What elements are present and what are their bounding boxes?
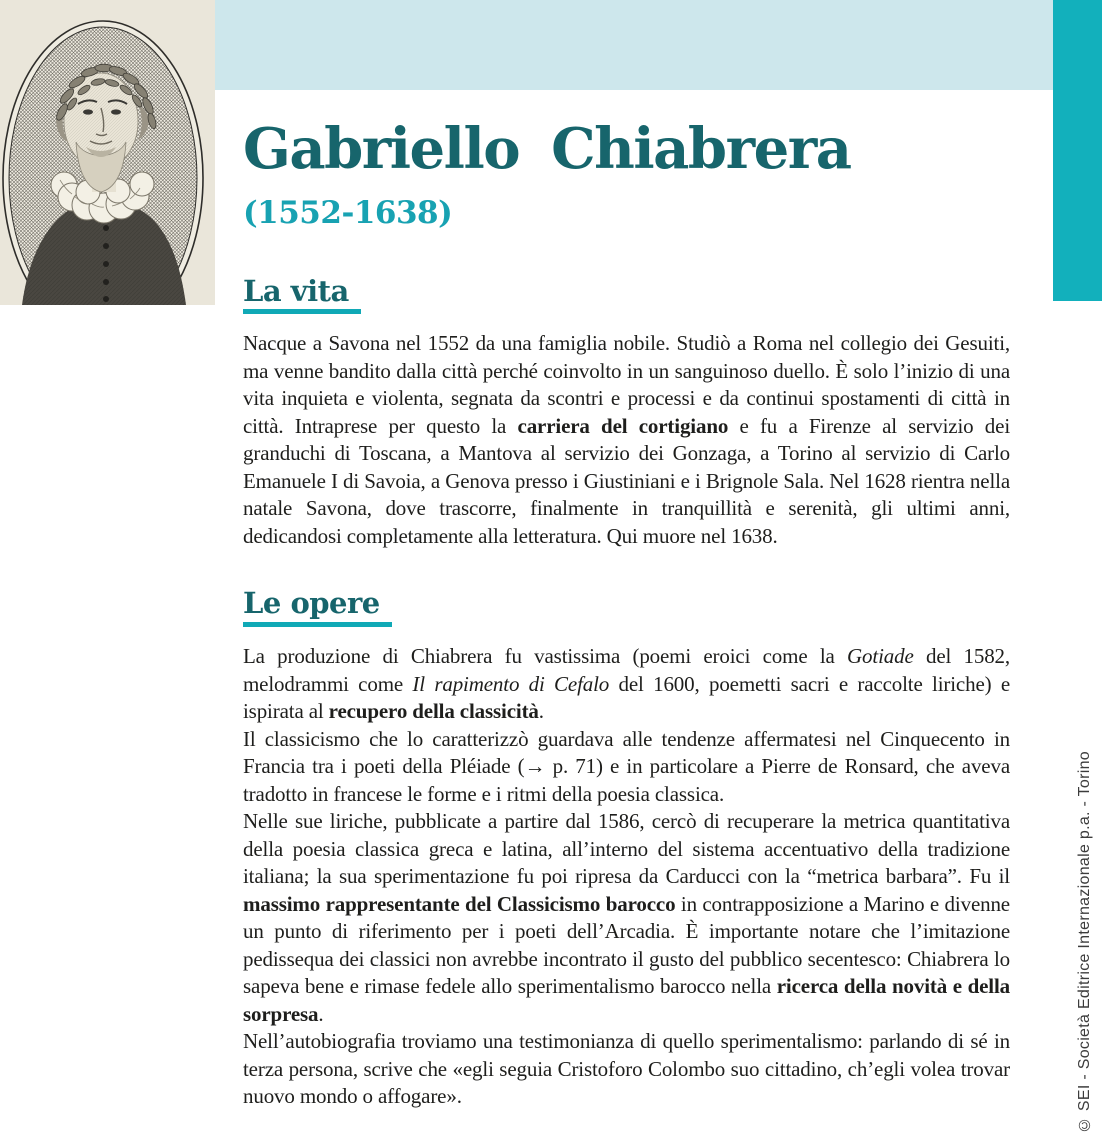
body-paragraph: Nacque a Savona nel 1552 da una famiglia nobile. Studiò a Roma nel collegio dei Gesuiti, ma venne bandito dalla città perché coinvolto in un sanguinoso duello. È solo l’inizio di una vita inquieta e violenta, segnata da scontri e processi e da continui spostamenti di città in città. Intraprese per questo la carriera del cortigiano e fu a Firenze al servizio dei granduchi di Toscana, a Mantova al servizio dei Gonzaga, a Torino al servizio di Carlo Emanuele I di Savoia, a Genova presso i Giustiniani e i Brignole Sala. Nel 1628 rientra nella natale Savona, dove trascorre, finalmente in tranquillità e serenità, gli ultimi anni, dedicandosi completamente alla letteratura. Qui muore nel 1638. bbox=[243, 331, 1011, 548]
body-paragraph: Nell’autobiografia troviamo una testimonianza di quello sperimentalismo: parlando di sé in terza persona, scrive che «egli seguia Cristoforo Colombo suo cittadino, ch’egli volea trovar nuovo mondo o affogare». bbox=[243, 1029, 1010, 1109]
teal-accent-bar bbox=[1053, 0, 1102, 301]
section-body-le-opere bbox=[243, 643, 1010, 1111]
portrait-engraving bbox=[0, 0, 215, 305]
section-heading-le-opere: Le opere bbox=[243, 588, 392, 627]
body-paragraph: Il classicismo che lo caratterizzò guardava alle tendenze affermatesi nel Cinquecento in Francia tra i poeti della Pléiade (→ p. 71) e in particolare a Pierre de Ronsard, che aveva tradotto in francese le forme e i ritmi della poesia classica. bbox=[243, 726, 1010, 806]
section-le-opere bbox=[243, 588, 1010, 1110]
portrait-engraving-svg bbox=[0, 0, 215, 305]
section-la-vita bbox=[243, 273, 1011, 551]
section-heading-la-vita: La vita bbox=[243, 276, 361, 315]
main-column bbox=[243, 0, 1010, 1111]
life-dates: (1552-1638) bbox=[243, 195, 453, 231]
body-paragraph: Nelle sue liriche, pubblicate a partire dal 1586, cercò di recuperare la metrica quantitativa della poesia classica greca e latina, all’interno del sistema accentuativo della tradizione italiana; la sua sperimentazione fu poi ripresa da Carducci con la “metrica barbara”. Fu il massimo rappresentante del Classicismo barocco in contrapposizione a Marino e divenne un punto di riferimento per i poeti dell’Arcadia. È importante notare che l’imitazione pedissequa dei classici non avrebbe incontrato il gusto del pubblico secentesco: Chiabrera lo sapeva bene e rimase fedele allo sperimentalismo barocco nella ricerca della novità e della sorpresa. bbox=[243, 809, 1011, 1026]
section-body-la-vita bbox=[243, 330, 1010, 550]
page-title: Gabriello Chiabrera bbox=[243, 116, 851, 182]
body-paragraph: La produzione di Chiabrera fu vastissima (poemi eroici come la Gotiade del 1582, melodrammi come Il rapimento di Cefalo del 1600, poemetti sacri e raccolte liriche) e ispirata al recupero della classicità. bbox=[243, 644, 1011, 724]
copyright-vertical: © SEI - Società Editrice Internazionale p.a. - Torino bbox=[1076, 750, 1093, 1133]
